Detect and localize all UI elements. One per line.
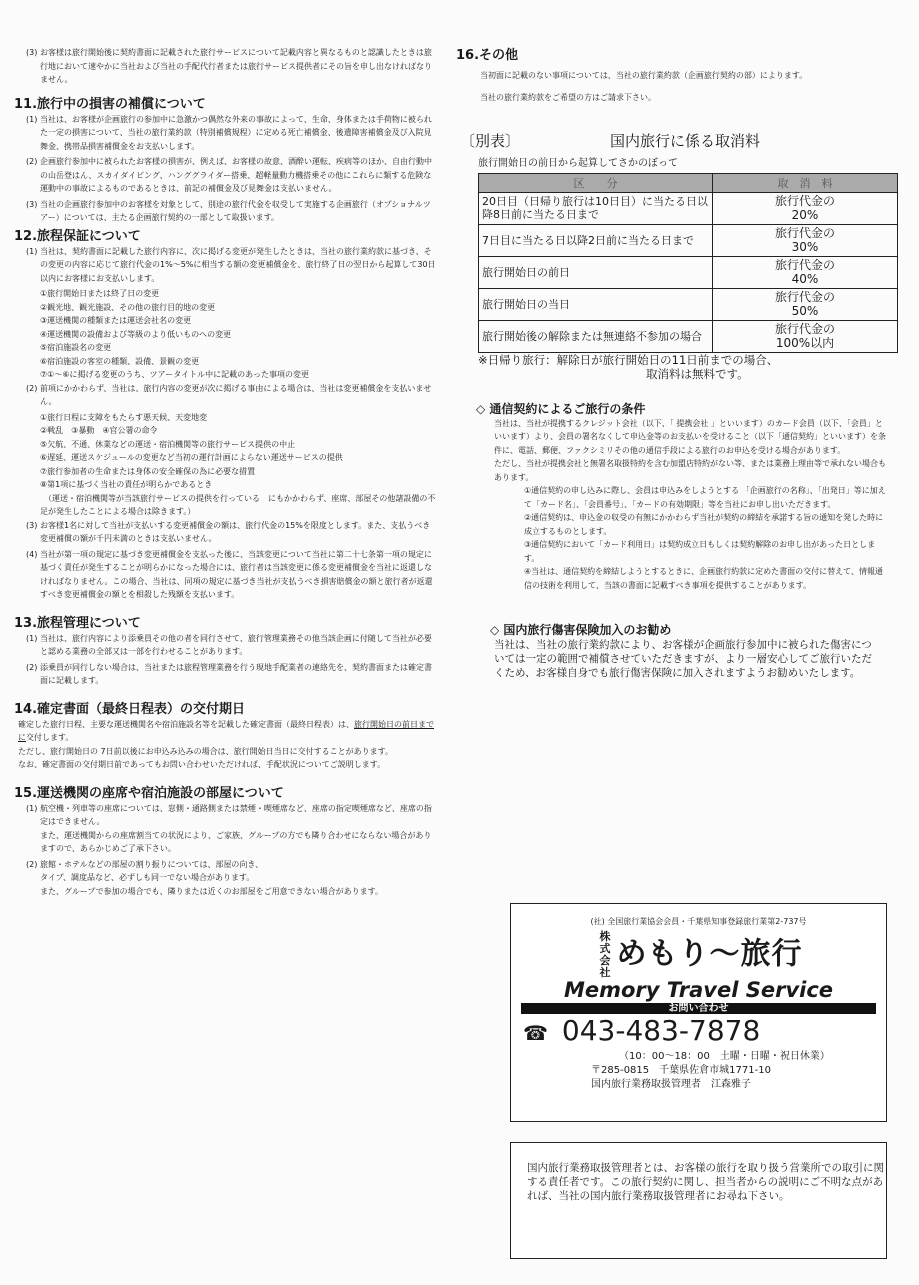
item-top-3: (3) お客様は旅行開始後に契約書面に記載された旅行サービスについて記載内容と異なるものと認識したときは旅行地において速やかに当社および当社の手配代行者または旅行サービス提供者にその旨を申し出なければなりません。 <box>26 48 432 84</box>
list-item: ⑥遅延、運送スケジュールの変更など当初の運行計画によらない運送サービスの提供 <box>40 453 343 462</box>
cancellation-table-section <box>460 131 890 381</box>
row-label: 7日目に当たる日以降2日前に当たる日まで <box>479 224 713 256</box>
list-item: ⑦①～⑥に掲げる変更のうち、ツアータイトル中に記載のあった事項の変更 <box>40 370 310 379</box>
address: 〒285-0815 千葉県佐倉市城1771-10 <box>591 1065 771 1076</box>
s11-item-3: (3) 当社の企画旅行参加中のお客様を対象として、別途の旅行代金を収受して実施する企画旅行（オプショナルツアー）については、主たる企画旅行契約の一部として取扱います。 <box>26 199 431 222</box>
comm-para-2: ただし、当社が提携会社と無署名取扱特約を含む加盟店特約がない等、または業務上理由等で承れない場合もあります。 <box>494 459 886 482</box>
s12-item-1: (1) 当社は、契約書面に記載した旅行内容に、次に掲げる変更が発生したときは、当社の旅行業約款に基づき、その変更の内容に応じて旅行代金の1%～5%に相当する額の変更補償金を、旅行終了日の翌日から起算して30日以内にお客様にお支払いします。 <box>26 246 436 283</box>
s12-list-2 <box>18 411 438 519</box>
s16-para-1: 当初面に記載のない事項については、当社の旅行業約款（企画旅行契約の部）によります。 <box>480 71 808 80</box>
phone-icon: ☎ <box>523 1021 548 1045</box>
list-item: ⑥宿泊施設の客室の種類、設備、景観の変更 <box>40 356 200 366</box>
left-column <box>0 46 438 900</box>
section-16 <box>456 48 890 109</box>
table-row <box>479 192 898 224</box>
section-15-title: 15.運送機関の座席や宿泊施設の部屋について <box>14 785 284 801</box>
insurance-text: 当社は、当社の旅行業約款により、お客様が企画旅行参加中に被られた傷害については一定の範囲で補償させていただきますが、より一層安心してご旅行いただくため、お客様自身でも旅行傷害保険に加入されますようお勧めいたします。 <box>494 639 872 679</box>
list-item: ②通信契約は、申込金の収受の有無にかかわらず当社が契約の締結を承諾する旨の通知を発した時に成立するものとします。 <box>524 513 884 536</box>
kabushiki-label: 株式会社 <box>599 930 612 979</box>
s15-item-1: (1) 航空機・列車等の座席については、窓側・通路側または禁煙・喫煙席など、座席の指定喫煙席など、座席の指定はできません。 また、運送機関からの座席割当ての状況により、ご家族、グループの方でも隣り合わせにならない場合がありますので、あらかじめご了承下さい。 <box>26 803 432 853</box>
insurance-section <box>460 622 890 680</box>
phone-number: ☎ 043-483-7878 <box>523 1014 761 1047</box>
list-item: （運送・宿泊機関等が当該旅行サービスの提供を行っている にもかかわらず、座席、部屋その他諸設備の不足が発生したことによる場合は除きます。） <box>40 493 436 516</box>
association-line: (社) 全国旅行業協会会員・千葉県知事登録旅行業第2-737号 <box>590 917 807 926</box>
manager-info-text: 国内旅行業務取扱管理者とは、お客様の旅行を取り扱う営業所での取引に関する責任者です。この旅行契約に関し、担当者からの説明にご不明な点があれば、当社の国内旅行業務取扱管理者にお尋ね下さい。 <box>527 1162 884 1202</box>
s12-item-3: (3) お客様1名に対して当社が支払いする変更補償金の額は、旅行代金の15%を限度とします。また、支払うべき変更補償の額が千円未満のときは支払いません。 <box>26 520 431 543</box>
list-item: ④当社は、通信契約を締結しようとするときに、企画旅行約款に定めた書面の交付に替えて、情報通信の技術を利用して、当該の書面に記載すべき事項を提供することがあります。 <box>524 567 884 590</box>
table-title: 国内旅行に係る取消料 <box>610 132 761 150</box>
s13-item-2: (2) 添乗員が同行しない場合は、当社または旅程管理業務を行う現地手配業者の連絡先を、契約書面または確定書面に記載します。 <box>26 662 432 685</box>
row-label: 旅行開始後の解除または無連絡不参加の場合 <box>479 320 713 352</box>
company-name: 株式会社めもり～旅行 <box>511 931 886 979</box>
table-row <box>479 320 898 352</box>
s12-item-4: (4) 当社が第一項の規定に基づき変更補償金を支払った後に、当該変更について当社に第二十七条第一項の規定に基づく責任が発生することが明らかになった場合には、旅行者は当該変更に係る変更補償金を当社に返還しなければなりません。この場合、当社は、同項の規定に基づき当社が支払うべき損害賠償金の額と旅行者が返還すべき変更補償金の額とを相殺した残額を支払います。 <box>26 549 433 599</box>
section-14 <box>14 701 438 772</box>
table-note-1: ※日帰り旅行：解除日が旅行開始日の11日前までの場合、 <box>478 352 779 367</box>
section-13-title: 13.旅程管理について <box>14 615 141 631</box>
s12-item-2: (2) 前項にかかわらず、当社は、旅行内容の変更が次に掲げる事由による場合は、当社は変更補償金を支払いません。 <box>26 383 432 406</box>
section-14-title: 14.確定書面（最終日程表）の交付期日 <box>14 701 246 717</box>
s14-para-3: なお、確定書面の交付期日前であってもお問い合わせいただければ、手配状況についてご説明します。 <box>18 760 386 769</box>
cancellation-table <box>478 173 898 353</box>
list-item: ①旅行開始日または終了日の変更 <box>40 289 160 298</box>
comm-para-1: 当社は、当社が提携するクレジット会社（以下、「 提携会社 」といいます）のカード会員（以下、「会員」といいます）より、会員の署名なくして申込金等のお支払いを受けること（以下「通信契約」といいます）を条件に、電話、郵便、ファクシミリその他の通信手段による旅行のお申込を受ける場合があります。 <box>494 418 886 455</box>
company-info-box <box>510 903 887 1122</box>
list-item: ⑦旅行参加者の生命または身体の安全確保の為に必要な措置 <box>40 466 256 476</box>
table-caption: 旅行開始日の前日から起算してさかのぼって <box>478 158 678 169</box>
manager-name: 国内旅行業務取扱管理者 江森雅子 <box>591 1079 751 1090</box>
table-row <box>479 288 898 320</box>
section-15 <box>14 785 438 899</box>
row-value: 旅行代金の 50% <box>713 288 898 320</box>
section-12-title: 12.旅程保証について <box>14 228 141 244</box>
comm-contract-section <box>460 401 890 593</box>
table-row <box>479 224 898 256</box>
right-column <box>456 44 890 680</box>
list-item: ①通信契約の申し込みに際し、会員は申込みをしようとする 「企画旅行の名称」、「出発日」等に加えて「カード名」、「会員番号」、「カードの有効期限」等を当社にお申し出いただきます。 <box>524 486 886 509</box>
table-bracket-label: 〔別表〕 <box>460 132 521 150</box>
insurance-title: ◇ 国内旅行傷害保険加入のお勧め <box>490 623 672 637</box>
list-item: ②観光地、観光施設、その他の旅行目的地の変更 <box>40 302 216 312</box>
table-row <box>479 256 898 288</box>
s14-para-1: 確定した旅行日程、主要な運送機関名や宿泊施設名等を記載した確定書面（最終日程表）は、旅行開始日の前日までに交付します。 <box>18 719 434 742</box>
section-11-title: 11.旅行中の損害の補償について <box>14 96 206 112</box>
contact-label: お問い合わせ <box>521 1003 876 1014</box>
s14-para-2: ただし、旅行開始日の 7日前以後にお申込み込みの場合は、旅行開始日当日に交付することがあります。 <box>18 746 393 756</box>
business-hours: （10：00～18：00 土曜・日曜・祝日休業） <box>619 1051 830 1062</box>
table-note-2: 取消料は無料です。 <box>646 366 749 381</box>
row-value: 旅行代金の 20% <box>713 192 898 224</box>
list-item: ③運送機関の種類または運送会社名の変更 <box>40 316 192 325</box>
row-value: 旅行代金の 30% <box>713 224 898 256</box>
table-header-row <box>479 173 898 192</box>
s12-list-1 <box>18 287 438 382</box>
s16-para-2: 当社の旅行業約款をご希望の方はご請求下さい。 <box>480 93 656 102</box>
section-11 <box>14 96 438 225</box>
row-label: 旅行開始日の前日 <box>479 256 713 288</box>
col-header-category: 区 分 <box>479 173 713 192</box>
list-item: ③通信契約において「カード利用日」は契約成立日もしくは契約解除のお申し出があった日とします。 <box>524 540 876 563</box>
comm-title: ◇ 通信契約によるご旅行の条件 <box>476 401 646 416</box>
list-item: ⑤宿泊施設名の変更 <box>40 343 112 352</box>
row-label: 20日目（日帰り旅行は10日目）に当たる日以降8日前に当たる日まで <box>479 192 713 224</box>
comm-list <box>480 484 890 592</box>
s15-item-2: (2) 旅館・ホテルなどの部屋の割り振りについては、部屋の向き、 タイプ、調度品など、必ずしも同一でない場合があります。 また、グループで参加の場合でも、隣りまたは近くのお部屋をご用意できない場合があります。 <box>26 859 383 896</box>
list-item: ②戦乱 ③暴動 ④官公署の命令 <box>40 426 158 435</box>
list-item: ①旅行日程に支障をもたらす悪天候、天変地変 <box>40 412 208 422</box>
row-value: 旅行代金の 40% <box>713 256 898 288</box>
section-16-title: 16.その他 <box>456 48 519 63</box>
s11-item-1: (1) 当社は、お客様が企画旅行の参加中に急激かつ偶然な外来の事故によって、生命、身体または手荷物に被られた一定の損害について、当社の旅行業約款（特別補償規程）に定める死亡補償金、後遺障害補償金及び入院見舞金、携帯品損害補償金をお支払いします。 <box>26 114 432 151</box>
company-name-en: Memory Travel Service <box>563 978 834 1002</box>
section-13 <box>14 615 438 688</box>
manager-info-box <box>510 1142 887 1259</box>
row-label: 旅行開始日の当日 <box>479 288 713 320</box>
list-item: ⑤欠航、不通、休業などの運送・宿泊機関等の旅行サービス提供の中止 <box>40 439 296 449</box>
s11-item-2: (2) 企画旅行参加中に被られたお客様の損害が、例えば、お客様の故意、酒酔い運転、疾病等のほか、自由行動中の山岳登はん、スカイダイビング、ハンググライダー搭乗、超軽量動力機搭乗その他にこれらに類する危険な運動中の事故によるものであるときは、前記の補償金及び見舞金は支払いません。 <box>26 157 432 193</box>
section-12 <box>14 228 438 602</box>
col-header-fee: 取 消 料 <box>713 173 898 192</box>
row-value: 旅行代金の 100%以内 <box>713 320 898 352</box>
list-item: ⑧第1項に基づく当社の責任が明らかであるとき <box>40 480 213 489</box>
list-item: ④運送機関の設備および等級のより低いものへの変更 <box>40 329 232 339</box>
s13-item-1: (1) 当社は、旅行内容により添乗員その他の者を同行させて、旅行管理業務その他当該企画に付随して当社が必要と認める業務の全部又は一部を行わせることがあります。 <box>26 633 432 656</box>
